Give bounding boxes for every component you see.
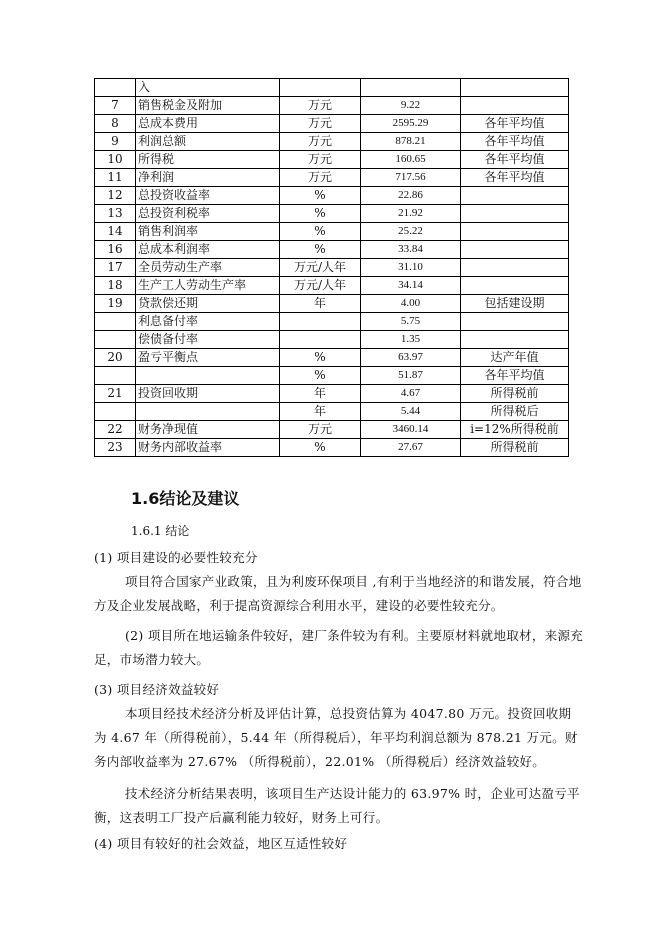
cell-indicator-name: 财务净现值: [136, 421, 280, 439]
cell-note: [461, 97, 569, 115]
cell-unit: 年: [280, 403, 361, 421]
cell-unit: [280, 313, 361, 331]
cell-value: 1.35: [361, 331, 461, 349]
table-row: [95, 205, 569, 223]
cell-unit: 年: [280, 385, 361, 403]
table-row: [95, 421, 569, 439]
cell-indicator-name: 投资回收期: [136, 385, 280, 403]
cell-row-number: 7: [95, 97, 136, 115]
cell-note: 各年平均值: [461, 115, 569, 133]
cell-value: 5.75: [361, 313, 461, 331]
table-row: [95, 79, 569, 97]
cell-row-number: [95, 331, 136, 349]
cell-row-number: 12: [95, 187, 136, 205]
conclusion-paragraph-3: 本项目经技术经济分析及评估计算，总投资估算为 4047.80 万元。投资回收期为 4.67 年（所得税前），5.44 年（所得税后），年平均利润总额为 878.21 万元。财务内部收益率为 27.67% （所得税前），22.01% （所得税后）经济效益较好。: [94, 706, 578, 769]
subsection-title: 1.6.1 结论: [131, 524, 190, 538]
financial-indicators-table: [94, 78, 569, 457]
cell-indicator-name: 利润总额: [136, 133, 280, 151]
cell-value: 27.67: [361, 439, 461, 457]
cell-indicator-name: 全员劳动生产率: [136, 259, 280, 277]
cell-indicator-name: 总投资收益率: [136, 187, 280, 205]
cell-note: [461, 223, 569, 241]
cell-note: [461, 277, 569, 295]
cell-unit: 万元: [280, 97, 361, 115]
cell-value: 4.00: [361, 295, 461, 313]
conclusion-point-4: (4) 项目有较好的社会效益，地区互适性较好: [94, 836, 348, 851]
table-body: [95, 79, 569, 457]
cell-row-number: [95, 367, 136, 385]
table-row: [95, 151, 569, 169]
table-row: [95, 277, 569, 295]
cell-value: 717.56: [361, 169, 461, 187]
cell-note: [461, 187, 569, 205]
table-row: [95, 439, 569, 457]
cell-row-number: 14: [95, 223, 136, 241]
section-title: 1.6结论及建议: [131, 489, 240, 508]
cell-indicator-name: 总投资利税率: [136, 205, 280, 223]
table-row: [95, 169, 569, 187]
cell-indicator-name: [136, 403, 280, 421]
cell-note: i=12%所得税前: [461, 421, 569, 439]
cell-indicator-name: 利息备付率: [136, 313, 280, 331]
cell-value: 31.10: [361, 259, 461, 277]
table-row: [95, 97, 569, 115]
cell-unit: %: [280, 187, 361, 205]
cell-note: 所得税后: [461, 403, 569, 421]
cell-indicator-name: 净利润: [136, 169, 280, 187]
cell-row-number: 22: [95, 421, 136, 439]
conclusion-paragraph-1: 项目符合国家产业政策，且为利废环保项目 ,有利于当地经济的和谐发展，符合地方及企业发展战略，利于提高资源综合利用水平，建设的必要性较充分。: [94, 574, 582, 613]
cell-unit: %: [280, 439, 361, 457]
cell-indicator-name: 盈亏平衡点: [136, 349, 280, 367]
cell-value: 9.22: [361, 97, 461, 115]
cell-indicator-name: 销售利润率: [136, 223, 280, 241]
cell-value: 33.84: [361, 241, 461, 259]
cell-note: [461, 79, 569, 97]
cell-value: 34.14: [361, 277, 461, 295]
cell-indicator-name: 总成本利润率: [136, 241, 280, 259]
table-row: [95, 187, 569, 205]
cell-row-number: [95, 403, 136, 421]
cell-row-number: 23: [95, 439, 136, 457]
cell-note: [461, 241, 569, 259]
cell-row-number: 16: [95, 241, 136, 259]
conclusion-paragraph-4: 技术经济分析结果表明，该项目生产达设计能力的 63.97% 时，企业可达盈亏平衡，这表明工厂投产后赢利能力较好，财务上可行。: [94, 786, 580, 825]
cell-unit: 万元: [280, 151, 361, 169]
cell-value: 25.22: [361, 223, 461, 241]
cell-note: 各年平均值: [461, 169, 569, 187]
conclusion-point-3: (3) 项目经济效益较好: [94, 682, 220, 697]
cell-value: 4.67: [361, 385, 461, 403]
cell-value: 878.21: [361, 133, 461, 151]
cell-note: 所得税前: [461, 385, 569, 403]
cell-indicator-name: 总成本费用: [136, 115, 280, 133]
cell-unit: [280, 79, 361, 97]
cell-unit: %: [280, 205, 361, 223]
cell-unit: 年: [280, 295, 361, 313]
cell-note: 各年平均值: [461, 367, 569, 385]
cell-value: 51.87: [361, 367, 461, 385]
cell-row-number: 11: [95, 169, 136, 187]
cell-note: [461, 331, 569, 349]
table-row: [95, 349, 569, 367]
cell-unit: 万元: [280, 115, 361, 133]
cell-value: 2595.29: [361, 115, 461, 133]
table-row: [95, 259, 569, 277]
cell-row-number: [95, 313, 136, 331]
table-row: [95, 331, 569, 349]
cell-indicator-name: 生产工人劳动生产率: [136, 277, 280, 295]
cell-value: 21.92: [361, 205, 461, 223]
cell-row-number: 8: [95, 115, 136, 133]
table-row: [95, 241, 569, 259]
cell-unit: [280, 331, 361, 349]
cell-unit: %: [280, 367, 361, 385]
cell-note: 各年平均值: [461, 151, 569, 169]
cell-unit: 万元: [280, 169, 361, 187]
cell-note: 达产年值: [461, 349, 569, 367]
table-row: [95, 115, 569, 133]
cell-value: 5.44: [361, 403, 461, 421]
cell-indicator-name: 财务内部收益率: [136, 439, 280, 457]
cell-unit: %: [280, 349, 361, 367]
conclusion-point-1: (1) 项目建设的必要性较充分: [94, 550, 258, 565]
cell-unit: 万元: [280, 421, 361, 439]
table-row: [95, 313, 569, 331]
cell-row-number: 17: [95, 259, 136, 277]
cell-row-number: [95, 79, 136, 97]
cell-note: 所得税前: [461, 439, 569, 457]
table-row: [95, 223, 569, 241]
conclusion-point-2: (2) 项目所在地运输条件较好，建厂条件较为有利。主要原材料就地取材，来源充足，市场潜力较大。: [94, 628, 584, 667]
cell-indicator-name: 所得税: [136, 151, 280, 169]
cell-indicator-name: 入: [136, 79, 280, 97]
cell-row-number: 13: [95, 205, 136, 223]
cell-unit: %: [280, 241, 361, 259]
cell-row-number: 9: [95, 133, 136, 151]
table-row: [95, 295, 569, 313]
cell-value: 160.65: [361, 151, 461, 169]
table-row: [95, 385, 569, 403]
cell-value: 63.97: [361, 349, 461, 367]
cell-note: [461, 313, 569, 331]
cell-value: [361, 79, 461, 97]
cell-note: [461, 205, 569, 223]
cell-row-number: 20: [95, 349, 136, 367]
cell-unit: %: [280, 223, 361, 241]
cell-indicator-name: [136, 367, 280, 385]
table-row: [95, 367, 569, 385]
cell-indicator-name: 偿债备付率: [136, 331, 280, 349]
cell-note: [461, 259, 569, 277]
cell-unit: 万元: [280, 133, 361, 151]
cell-row-number: 10: [95, 151, 136, 169]
cell-note: 各年平均值: [461, 133, 569, 151]
cell-row-number: 21: [95, 385, 136, 403]
cell-value: 22.86: [361, 187, 461, 205]
cell-unit: 万元/人年: [280, 277, 361, 295]
cell-indicator-name: 贷款偿还期: [136, 295, 280, 313]
table-row: [95, 133, 569, 151]
cell-indicator-name: 销售税金及附加: [136, 97, 280, 115]
cell-row-number: 19: [95, 295, 136, 313]
cell-unit: 万元/人年: [280, 259, 361, 277]
table-row: [95, 403, 569, 421]
cell-value: 3460.14: [361, 421, 461, 439]
cell-row-number: 18: [95, 277, 136, 295]
cell-note: 包括建设期: [461, 295, 569, 313]
